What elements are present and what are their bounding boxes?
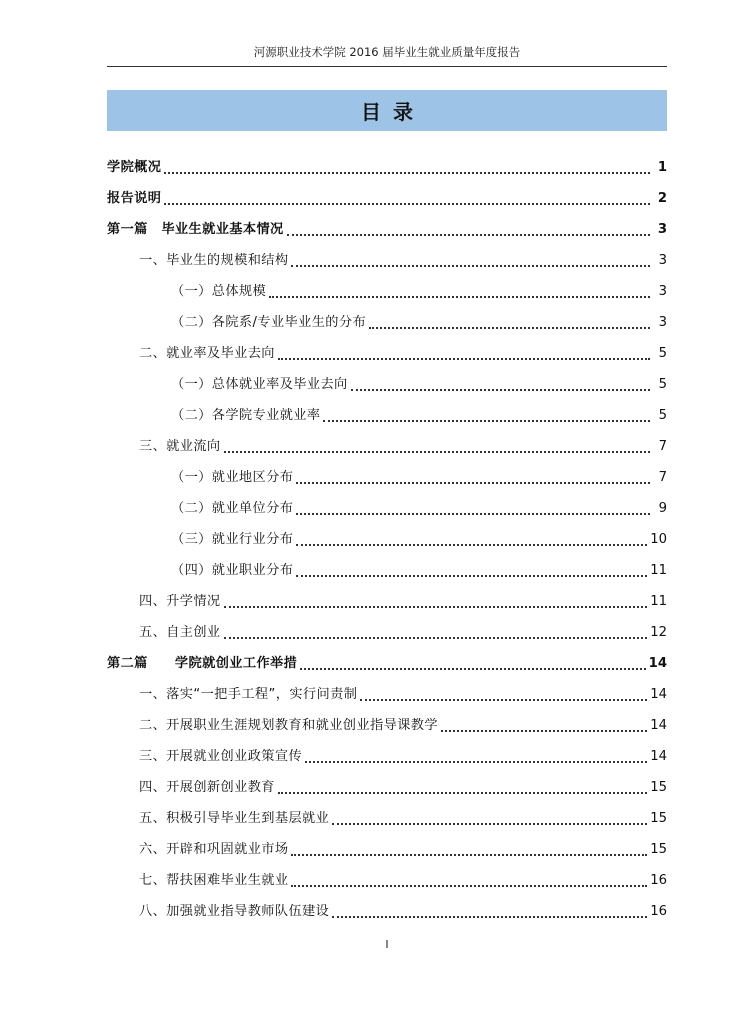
toc-entry-label: 四、升学情况 — [139, 594, 221, 609]
toc-entry[interactable] — [107, 741, 667, 772]
toc-entry[interactable] — [107, 307, 667, 338]
toc-dot-leader — [224, 605, 648, 608]
toc-entry-page: 3 — [658, 284, 667, 299]
toc-dot-leader — [369, 326, 650, 329]
toc-entry-label: 八、加强就业指导教师队伍建设 — [139, 904, 330, 919]
toc-dot-leader — [323, 419, 650, 422]
toc-entry-page: 15 — [650, 811, 667, 826]
toc-entry[interactable] — [107, 214, 667, 245]
toc-entry[interactable] — [107, 896, 667, 927]
toc-entry-label: 一、落实“一把手工程”，实行问责制 — [139, 687, 358, 702]
toc-entry-page: 10 — [650, 532, 667, 547]
toc-entry[interactable] — [107, 276, 667, 307]
toc-dot-leader — [278, 357, 650, 360]
toc-entry-label: （一）总体规模 — [171, 284, 267, 299]
toc-entry-label: 学院概况 — [107, 160, 162, 175]
toc-dot-leader — [351, 388, 650, 391]
toc-entry-page: 3 — [658, 315, 667, 330]
toc-entry-label: 五、自主创业 — [139, 625, 221, 640]
toc-entry-label: （四）就业职业分布 — [171, 563, 294, 578]
toc-dot-leader — [291, 853, 647, 856]
toc-entry[interactable] — [107, 679, 667, 710]
toc-dot-leader — [360, 698, 647, 701]
toc-dot-leader — [278, 791, 647, 794]
toc-dot-leader — [291, 264, 650, 267]
toc-dot-leader — [296, 543, 647, 546]
toc-dot-leader — [164, 171, 650, 174]
toc-entry[interactable] — [107, 524, 667, 555]
toc-dot-leader — [224, 636, 648, 639]
toc-entry-label: 二、就业率及毕业去向 — [139, 346, 275, 361]
toc-entry-label: （三）就业行业分布 — [171, 532, 294, 547]
toc-dot-leader — [269, 295, 650, 298]
toc-entry-page: 16 — [650, 873, 667, 888]
toc-entry-label: 第二篇 学院就创业工作举措 — [107, 656, 298, 671]
toc-entry-page: 15 — [650, 780, 667, 795]
toc-entry-label: 二、开展职业生涯规划教育和就业创业指导课教学 — [139, 718, 438, 733]
page-number: I — [385, 938, 389, 951]
toc-entry-page: 7 — [658, 439, 667, 454]
toc-dot-leader — [332, 915, 647, 918]
toc-entry-page: 11 — [650, 594, 667, 609]
toc-entry[interactable] — [107, 431, 667, 462]
toc-entry[interactable] — [107, 462, 667, 493]
toc-entry-page: 2 — [657, 191, 667, 206]
toc-dot-leader — [291, 884, 647, 887]
toc-dot-leader — [164, 202, 650, 205]
toc-entry-label: （二）各院系/专业毕业生的分布 — [171, 315, 367, 330]
toc-entry-label: （一）总体就业率及毕业去向 — [171, 377, 348, 392]
toc-entry-label: （一）就业地区分布 — [171, 470, 294, 485]
toc-entry-label: 报告说明 — [107, 191, 162, 206]
toc-dot-leader — [296, 512, 650, 515]
toc-entry-page: 14 — [648, 656, 667, 671]
toc-entry-page: 7 — [658, 470, 667, 485]
toc-entry[interactable] — [107, 555, 667, 586]
toc-entry-page: 15 — [650, 842, 667, 857]
toc-entry-label: 七、帮扶困难毕业生就业 — [139, 873, 289, 888]
toc-entry-label: 四、开展创新创业教育 — [139, 780, 275, 795]
toc-entry[interactable] — [107, 648, 667, 679]
toc-entry-page: 5 — [658, 408, 667, 423]
toc-entry-page: 3 — [658, 253, 667, 268]
toc-entry-page: 11 — [650, 563, 667, 578]
toc-entry-label: （二）就业单位分布 — [171, 501, 294, 516]
running-header: 河源职业技术学院 2016 届毕业生就业质量年度报告 — [253, 45, 521, 59]
toc-entry-label: （二）各学院专业就业率 — [171, 408, 321, 423]
toc-entry[interactable] — [107, 400, 667, 431]
toc-entry-label: 五、积极引导毕业生到基层就业 — [139, 811, 330, 826]
toc-entry[interactable] — [107, 834, 667, 865]
toc-entry[interactable] — [107, 586, 667, 617]
toc-entry[interactable] — [107, 617, 667, 648]
toc-entry-label: 六、开辟和巩固就业市场 — [139, 842, 289, 857]
toc-title: 目录 — [361, 100, 425, 124]
toc-entry-label: 三、开展就业创业政策宣传 — [139, 749, 303, 764]
toc-entry[interactable] — [107, 338, 667, 369]
toc-entry-page: 9 — [658, 501, 667, 516]
table-of-contents — [107, 152, 667, 927]
toc-entry[interactable] — [107, 183, 667, 214]
toc-entry[interactable] — [107, 772, 667, 803]
toc-dot-leader — [300, 667, 645, 670]
toc-entry[interactable] — [107, 369, 667, 400]
toc-entry-page: 14 — [650, 749, 667, 764]
toc-entry-page: 3 — [657, 222, 667, 237]
toc-entry-label: 一、毕业生的规模和结构 — [139, 253, 289, 268]
toc-entry[interactable] — [107, 493, 667, 524]
toc-entry-label: 三、就业流向 — [139, 439, 221, 454]
toc-entry-page: 14 — [650, 687, 667, 702]
toc-entry-page: 16 — [650, 904, 667, 919]
toc-dot-leader — [287, 233, 650, 236]
toc-entry[interactable] — [107, 245, 667, 276]
toc-entry-page: 5 — [658, 377, 667, 392]
toc-entry-page: 14 — [650, 718, 667, 733]
toc-dot-leader — [224, 450, 650, 453]
toc-entry-page: 5 — [658, 346, 667, 361]
toc-dot-leader — [305, 760, 647, 763]
toc-dot-leader — [296, 481, 650, 484]
toc-entry-page: 12 — [650, 625, 667, 640]
toc-entry-label: 第一篇 毕业生就业基本情况 — [107, 222, 284, 237]
toc-dot-leader — [296, 574, 647, 577]
toc-entry-page: 1 — [657, 160, 667, 175]
toc-dot-leader — [441, 729, 647, 732]
header-divider — [107, 66, 667, 67]
toc-title-banner — [107, 90, 667, 131]
toc-entry[interactable] — [107, 152, 667, 183]
toc-entry[interactable] — [107, 803, 667, 834]
toc-dot-leader — [332, 822, 647, 825]
toc-entry[interactable] — [107, 710, 667, 741]
toc-entry[interactable] — [107, 865, 667, 896]
